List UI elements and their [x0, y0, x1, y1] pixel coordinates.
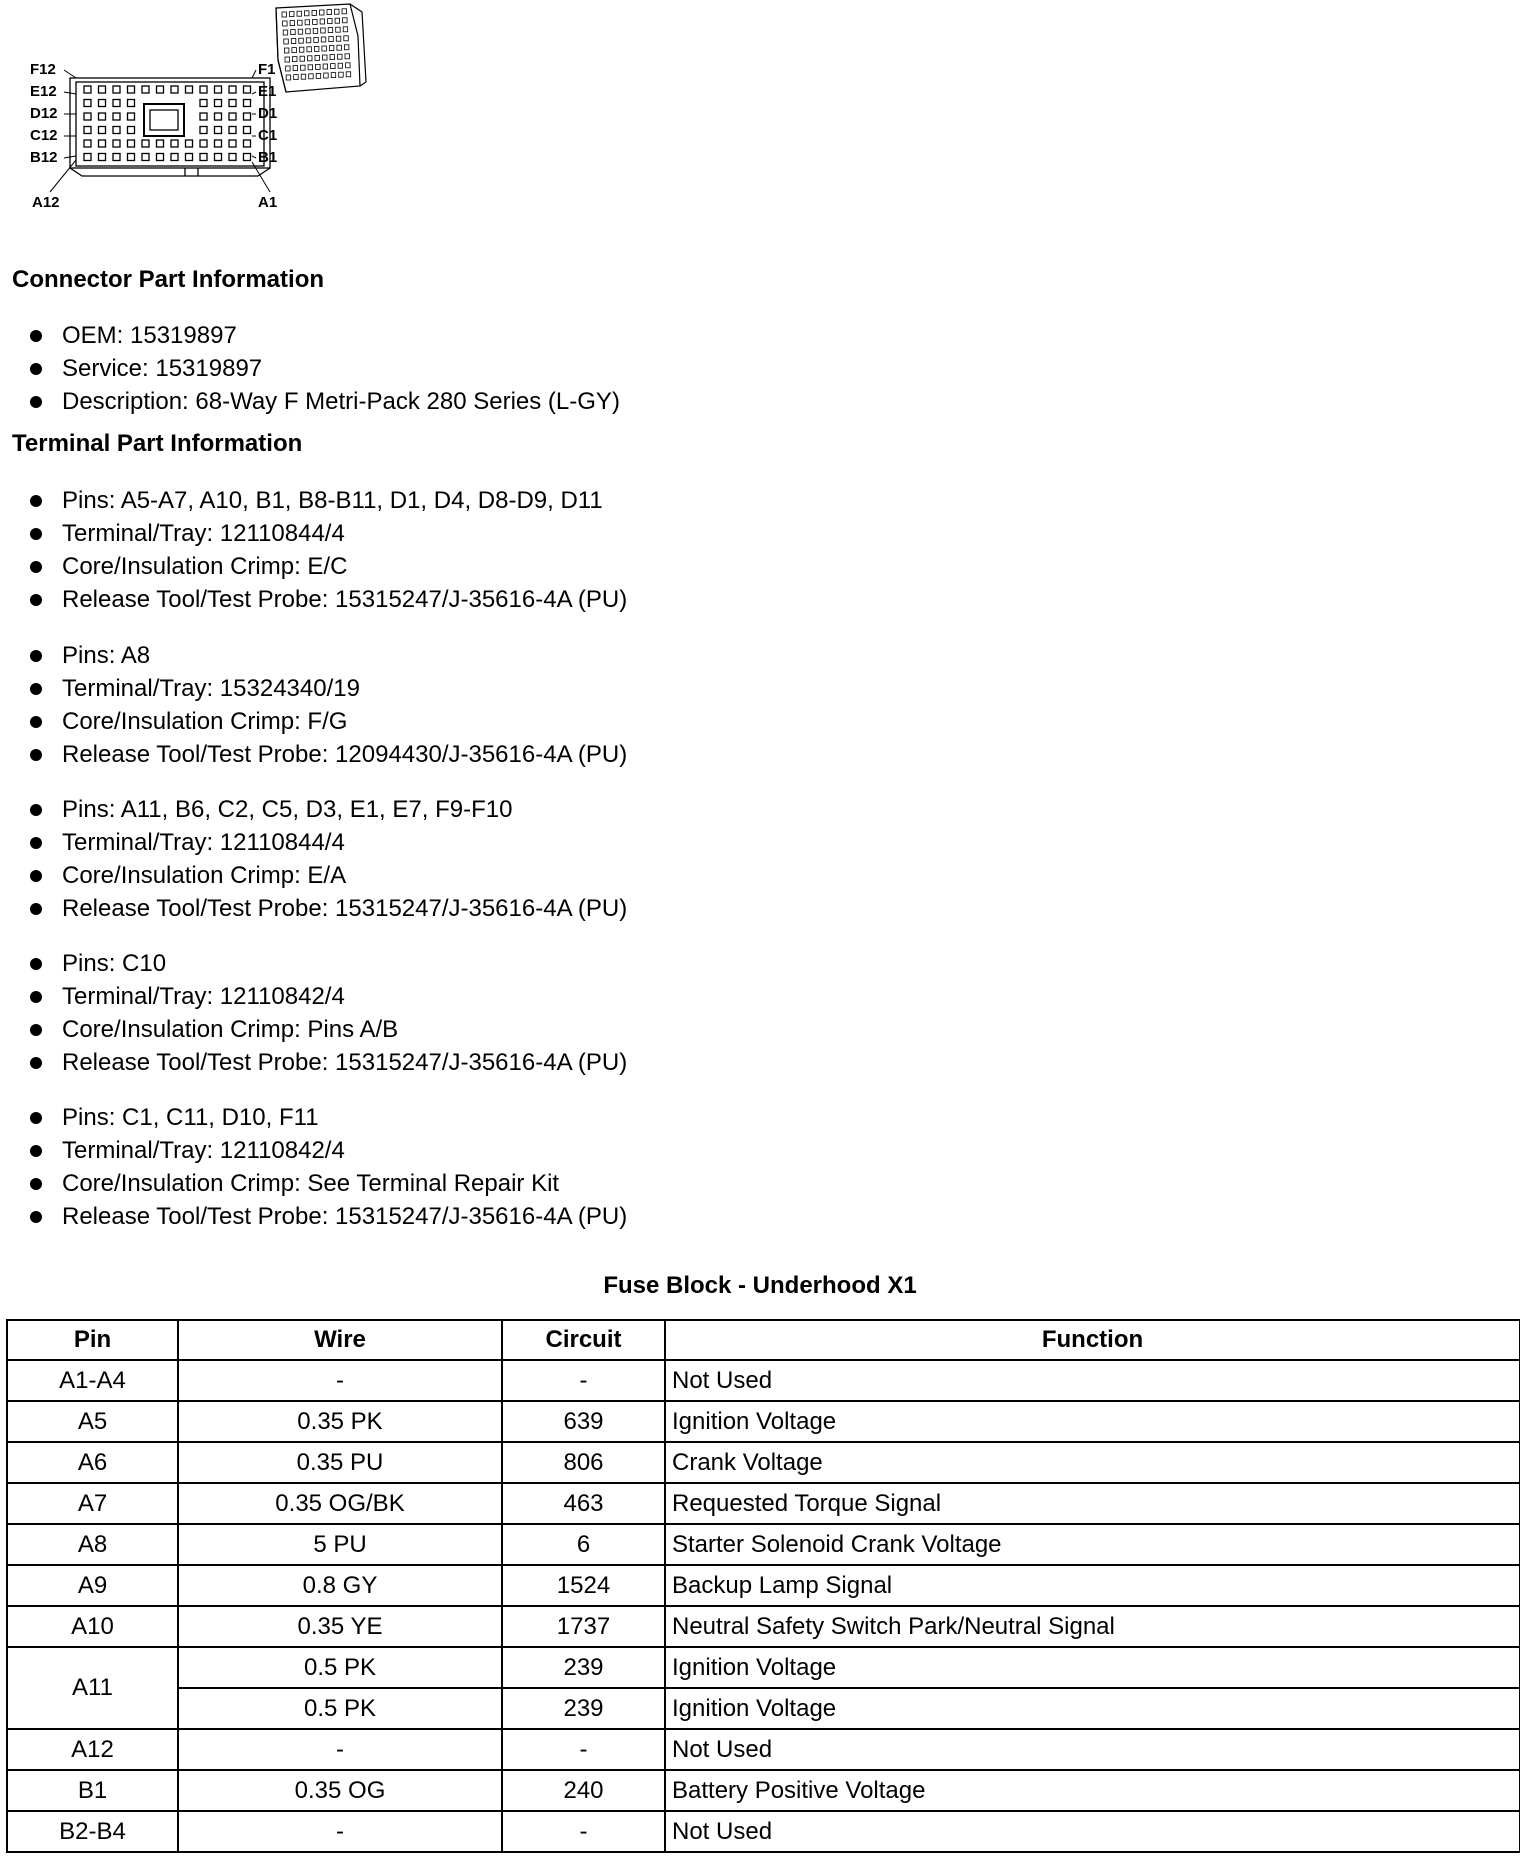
table-header-row — [7, 1320, 1520, 1360]
pin-cavity — [244, 86, 251, 93]
cell-pin: B1 — [7, 1770, 178, 1811]
pin-cavity — [113, 127, 120, 134]
pin-cavity — [128, 86, 135, 93]
cell-function: Battery Positive Voltage — [665, 1770, 1520, 1811]
pin-cavity — [215, 100, 222, 107]
cell-pin: B2-B4 — [7, 1811, 178, 1852]
list-item-release-tool: Release Tool/Test Probe: 15315247/J-35616-4A (PU) — [28, 583, 1128, 616]
pin-cavity — [229, 86, 236, 93]
terminal-group — [28, 793, 1128, 925]
list-item-pins: Pins: A5-A7, A10, B1, B8-B11, D1, D4, D8-D9, D11 — [28, 484, 1128, 517]
cell-function: Starter Solenoid Crank Voltage — [665, 1524, 1520, 1565]
terminal-group — [28, 484, 1128, 616]
pin-cavity — [128, 154, 135, 161]
pin-cavity — [142, 86, 149, 93]
list-item-terminal-tray: Terminal/Tray: 12110844/4 — [28, 826, 1128, 859]
cell-function: Not Used — [665, 1360, 1520, 1401]
cell-function: Requested Torque Signal — [665, 1483, 1520, 1524]
table-row — [7, 1483, 1520, 1524]
header-function: Function — [665, 1320, 1520, 1360]
pin-cavity — [215, 140, 222, 147]
pin-cavity — [171, 86, 178, 93]
label-c12: C12 — [30, 127, 58, 144]
cell-wire: - — [178, 1360, 502, 1401]
cell-pin: A5 — [7, 1401, 178, 1442]
pin-cavity — [99, 86, 106, 93]
label-b1: B1 — [258, 149, 278, 166]
cell-circuit: 463 — [502, 1483, 665, 1524]
terminal-group — [28, 639, 1128, 771]
pin-cavity — [244, 154, 251, 161]
pin-cavity — [229, 154, 236, 161]
left-row-labels — [30, 61, 60, 211]
label-b12: B12 — [30, 149, 58, 166]
cell-circuit: - — [502, 1729, 665, 1770]
pin-cavity — [99, 100, 106, 107]
cell-wire: 0.8 GY — [178, 1565, 502, 1606]
cell-circuit: 239 — [502, 1688, 665, 1729]
cell-pin: A11 — [7, 1647, 178, 1729]
list-item-crimp: Core/Insulation Crimp: See Terminal Repair Kit — [28, 1167, 1128, 1200]
list-item-terminal-tray: Terminal/Tray: 12110844/4 — [28, 517, 1128, 550]
list-item-pins: Pins: A11, B6, C2, C5, D3, E1, E7, F9-F10 — [28, 793, 1128, 826]
pin-cavity — [128, 100, 135, 107]
pin-cavity — [157, 140, 164, 147]
cell-wire: 0.5 PK — [178, 1688, 502, 1729]
list-item-release-tool: Release Tool/Test Probe: 12094430/J-35616-4A (PU) — [28, 738, 1128, 771]
table-row — [7, 1360, 1520, 1401]
connector-face — [70, 78, 270, 176]
table-row — [7, 1524, 1520, 1565]
pin-cavity — [215, 86, 222, 93]
pin-cavity — [244, 100, 251, 107]
list-item-description: Description: 68-Way F Metri-Pack 280 Series (L-GY) — [28, 385, 1128, 418]
header-wire: Wire — [178, 1320, 502, 1360]
pin-cavity — [200, 113, 207, 120]
cell-wire: - — [178, 1729, 502, 1770]
pin-cavity — [84, 113, 91, 120]
list-item-crimp: Core/Insulation Crimp: E/C — [28, 550, 1128, 583]
pin-cavity — [113, 86, 120, 93]
label-a1: A1 — [258, 194, 278, 211]
pin-cavity — [171, 140, 178, 147]
list-item-release-tool: Release Tool/Test Probe: 15315247/J-35616-4A (PU) — [28, 892, 1128, 925]
cell-wire: 0.35 PU — [178, 1442, 502, 1483]
pin-cavity — [84, 154, 91, 161]
cell-function: Ignition Voltage — [665, 1647, 1520, 1688]
pin-cavity — [244, 127, 251, 134]
cell-wire: 5 PU — [178, 1524, 502, 1565]
pin-cavity — [157, 154, 164, 161]
list-item-terminal-tray: Terminal/Tray: 15324340/19 — [28, 672, 1128, 705]
cell-pin: A8 — [7, 1524, 178, 1565]
label-a12: A12 — [32, 194, 60, 211]
cell-circuit: 239 — [502, 1647, 665, 1688]
pin-cavity — [244, 140, 251, 147]
connector-part-info-heading: Connector Part Information — [12, 266, 325, 293]
list-item-oem: OEM: 15319897 — [28, 319, 1128, 352]
pin-cavity — [171, 154, 178, 161]
cell-wire: 0.5 PK — [178, 1647, 502, 1688]
pin-cavity — [99, 154, 106, 161]
label-e1: E1 — [258, 83, 277, 100]
cell-circuit: 1737 — [502, 1606, 665, 1647]
table-row — [7, 1565, 1520, 1606]
pin-cavity — [84, 140, 91, 147]
table-title: Fuse Block - Underhood X1 — [603, 1272, 917, 1299]
pin-cavity — [84, 100, 91, 107]
pin-cavity — [84, 86, 91, 93]
cell-circuit: 6 — [502, 1524, 665, 1565]
label-f12: F12 — [30, 61, 56, 78]
list-item-release-tool: Release Tool/Test Probe: 15315247/J-35616-4A (PU) — [28, 1200, 1128, 1233]
pin-cavity — [186, 140, 193, 147]
table-row — [7, 1770, 1520, 1811]
cell-function: Not Used — [665, 1729, 1520, 1770]
table-row — [7, 1729, 1520, 1770]
list-item-pins: Pins: C10 — [28, 947, 1128, 980]
pin-cavity — [128, 127, 135, 134]
list-item-terminal-tray: Terminal/Tray: 12110842/4 — [28, 980, 1128, 1013]
cell-pin: A12 — [7, 1729, 178, 1770]
cell-wire: 0.35 OG — [178, 1770, 502, 1811]
pinout-table — [6, 1319, 1520, 1853]
list-item-crimp: Core/Insulation Crimp: F/G — [28, 705, 1128, 738]
cell-circuit: 639 — [502, 1401, 665, 1442]
pin-cavity — [215, 127, 222, 134]
pin-cavity — [229, 100, 236, 107]
connector-diagram — [20, 0, 380, 220]
connector-part-info-list — [28, 319, 1128, 418]
terminal-group — [28, 947, 1128, 1079]
pin-cavity — [157, 86, 164, 93]
table-row — [7, 1688, 1520, 1729]
list-item-crimp: Core/Insulation Crimp: Pins A/B — [28, 1013, 1128, 1046]
pin-cavity — [200, 127, 207, 134]
pin-cavity — [128, 140, 135, 147]
pin-cavity — [113, 100, 120, 107]
cell-function: Backup Lamp Signal — [665, 1565, 1520, 1606]
pin-cavity — [99, 140, 106, 147]
cell-function: Ignition Voltage — [665, 1401, 1520, 1442]
cell-wire: 0.35 YE — [178, 1606, 502, 1647]
pin-cavity — [142, 154, 149, 161]
leader-lines — [50, 70, 270, 192]
pin-cavity — [128, 113, 135, 120]
pin-cavity — [99, 127, 106, 134]
header-circuit: Circuit — [502, 1320, 665, 1360]
pin-cavity — [200, 86, 207, 93]
pin-cavity — [229, 140, 236, 147]
pin-cavity — [142, 140, 149, 147]
list-item-terminal-tray: Terminal/Tray: 12110842/4 — [28, 1134, 1128, 1167]
cell-pin: A1-A4 — [7, 1360, 178, 1401]
table-row — [7, 1811, 1520, 1852]
pin-cavity — [215, 154, 222, 161]
pin-cavity — [99, 113, 106, 120]
pin-cavity — [200, 100, 207, 107]
pin-cavity — [186, 154, 193, 161]
pin-cavity — [84, 127, 91, 134]
pin-cavity — [229, 127, 236, 134]
label-c1: C1 — [258, 127, 278, 144]
list-item-pins: Pins: A8 — [28, 639, 1128, 672]
pin-cavity — [244, 113, 251, 120]
cell-pin: A7 — [7, 1483, 178, 1524]
cell-circuit: - — [502, 1360, 665, 1401]
label-e12: E12 — [30, 83, 57, 100]
terminal-part-info-heading: Terminal Part Information — [12, 430, 303, 457]
table-row — [7, 1606, 1520, 1647]
list-item-release-tool: Release Tool/Test Probe: 15315247/J-35616-4A (PU) — [28, 1046, 1128, 1079]
label-d1: D1 — [258, 105, 278, 122]
cell-pin: A6 — [7, 1442, 178, 1483]
cell-wire: 0.35 OG/BK — [178, 1483, 502, 1524]
cell-function: Ignition Voltage — [665, 1688, 1520, 1729]
cell-wire: 0.35 PK — [178, 1401, 502, 1442]
cell-pin: A10 — [7, 1606, 178, 1647]
pin-cavity — [186, 86, 193, 93]
label-f1: F1 — [258, 61, 276, 78]
table-row — [7, 1401, 1520, 1442]
table-row — [7, 1442, 1520, 1483]
cell-circuit: 1524 — [502, 1565, 665, 1606]
pin-cavity — [200, 154, 207, 161]
cell-function: Crank Voltage — [665, 1442, 1520, 1483]
cell-function: Neutral Safety Switch Park/Neutral Signal — [665, 1606, 1520, 1647]
pin-cavity — [113, 113, 120, 120]
pin-cavity — [113, 154, 120, 161]
cell-function: Not Used — [665, 1811, 1520, 1852]
pin-cavity — [229, 113, 236, 120]
pin-cavity — [200, 140, 207, 147]
list-item-service: Service: 15319897 — [28, 352, 1128, 385]
cell-wire: - — [178, 1811, 502, 1852]
pin-cavity — [113, 140, 120, 147]
list-item-crimp: Core/Insulation Crimp: E/A — [28, 859, 1128, 892]
connector-3d-illustration — [276, 4, 366, 92]
cell-circuit: 240 — [502, 1770, 665, 1811]
table-row — [7, 1647, 1520, 1688]
label-d12: D12 — [30, 105, 58, 122]
header-pin: Pin — [7, 1320, 178, 1360]
cell-circuit: 806 — [502, 1442, 665, 1483]
terminal-group — [28, 1101, 1128, 1233]
cell-pin: A9 — [7, 1565, 178, 1606]
pin-cavity — [215, 113, 222, 120]
cell-circuit: - — [502, 1811, 665, 1852]
list-item-pins: Pins: C1, C11, D10, F11 — [28, 1101, 1128, 1134]
